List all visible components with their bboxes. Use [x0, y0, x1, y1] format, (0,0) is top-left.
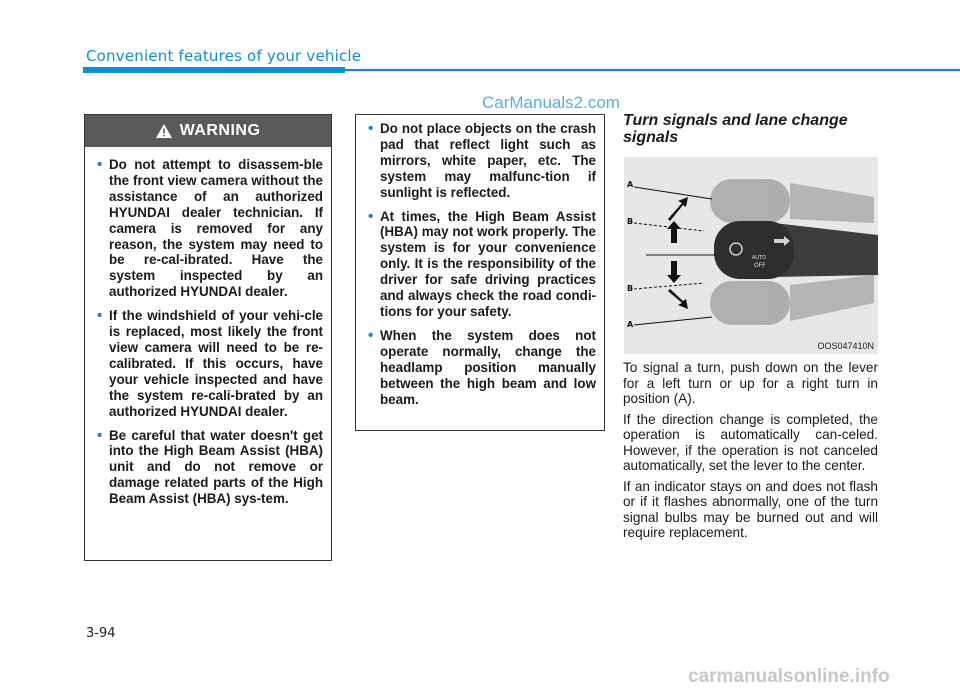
list-item: • Do not place objects on the crash pad that reflect light such as mirrors, white paper, etc. The system may malfunc-tion if sunlight is reflected. [368, 121, 596, 201]
warning-box [84, 114, 332, 561]
list-item: • Do not attempt to disassem-ble the front view camera without the assistance of an authorized HYUNDAI dealer technician. If camera is removed for any reason, the system may need to be re-cal-ibrated. Have the system inspected by an authorized HYUNDAI dealer. [97, 157, 323, 300]
header-rule [345, 69, 960, 71]
section-body [623, 360, 878, 546]
turn-signal-lever-illustration [624, 157, 878, 354]
warning-heading: WARNING [179, 122, 261, 139]
section-title: Turn signals and lane change signals [623, 112, 848, 146]
warning-triangle-icon [156, 124, 172, 138]
lever-center [714, 221, 878, 279]
list-item: • When the system does not operate normally, change the headlamp position manually between the high beam and low beam. [368, 328, 596, 408]
auto-label: AUTO [752, 255, 767, 261]
turn-signal-figure [624, 157, 878, 354]
watermark-bottom: carmanualsonline.info [688, 666, 890, 687]
warning-list [85, 147, 331, 507]
direction-arrows [667, 197, 688, 309]
warning-continued-list [356, 115, 604, 407]
section-header-title: Convenient features of your vehicle [86, 47, 362, 65]
list-item: • If the windshield of your vehi-cle is replaced, most likely the front view camera will need to be re-calibrated. If this occurs, have your vehicle inspected and have the system re-cali-brated by an authorized HYUNDAI dealer. [97, 308, 323, 419]
lever-down-ghost [710, 275, 874, 325]
page-number: 3-94 [86, 626, 116, 641]
label-b-top: B [627, 217, 634, 226]
watermark-top: CarManuals2.com [482, 93, 620, 112]
label-leader-lines [634, 187, 716, 325]
paragraph: To signal a turn, push down on the lever for a left turn or up for a right turn in position (A). [623, 360, 878, 406]
lever-up-ghost [710, 179, 874, 223]
list-item: • Be careful that water doesn't get into the High Beam Assist (HBA) unit and do not remove or damage related parts of the High Beam Assist (HBA) sys-tem. [97, 428, 323, 508]
off-label: OFF [754, 262, 766, 269]
header-accent-bar [83, 67, 345, 73]
warning-continued-box [355, 114, 605, 431]
list-item: • At times, the High Beam Assist (HBA) may not work properly. The system is for your convenience only. It is the responsibility of the driver for safe driving practices and always check the road condi-tions for your safety. [368, 209, 596, 320]
label-b-bottom: B [627, 284, 634, 293]
paragraph: If the direction change is completed, the operation is automatically can-celed. However, if the operation is not canceled automatically, set the lever to the center. [623, 411, 878, 473]
label-a-top: A [627, 180, 634, 189]
paragraph: If an indicator stays on and does not flash or if it flashes abnormally, one of the turn signal bulbs may be burned out and will require replacement. [623, 478, 878, 540]
warning-header [85, 115, 331, 147]
label-a-bottom: A [627, 320, 634, 329]
figure-caption: OOS047410N [817, 341, 874, 351]
